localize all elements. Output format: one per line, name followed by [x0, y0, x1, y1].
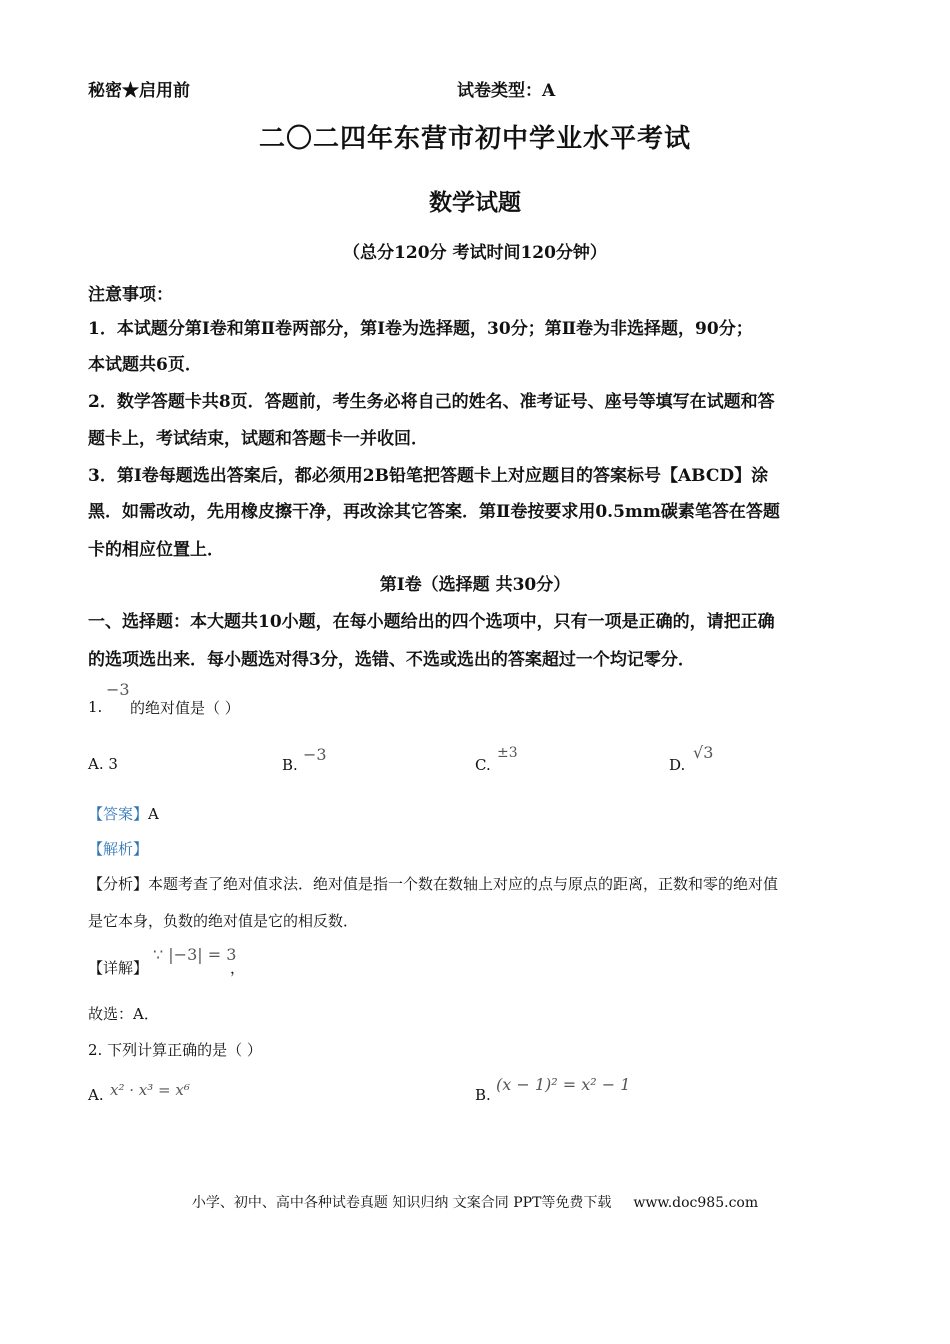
- q1-conclusion: 故选：A．: [88, 1005, 159, 1023]
- note-2-line-2: 题卡上，考试结束，试题和答题卡一并收回．: [88, 429, 428, 449]
- subject-title: 数学试题: [429, 189, 521, 216]
- secret-label: 秘密★启用前: [88, 81, 190, 101]
- footer-text: 小学、初中、高中各种试卷真题 知识归纳 文案合同 PPT等免费下载: [191, 1195, 612, 1211]
- q1-detail-end: ，: [230, 959, 246, 977]
- q1-option-d-label: D.: [669, 756, 686, 774]
- exam-info: （总分120分 考试时间120分钟）: [343, 243, 607, 263]
- q1-answer-row: [88, 803, 159, 824]
- notes-heading: 注意事项：: [88, 285, 173, 305]
- section-1-instruction-line-2: 的选项选出来．每小题选对得3分，选错、不选或选出的答案超过一个均记零分．: [88, 650, 695, 670]
- q1-number: 1.: [88, 698, 103, 716]
- q1-fenxi-text-1: 本题考查了绝对值求法．绝对值是指一个数在数轴上对应的点与原点的距离，正数和零的绝对值: [148, 875, 779, 893]
- note-1-line-2: 本试题共6页．: [88, 355, 202, 375]
- q2-option-a-math: x² · x³ = x⁶: [110, 1081, 190, 1099]
- q1-fenxi-tag: 【分析】: [88, 875, 149, 893]
- note-3-line-1: 3．第Ⅰ卷每题选出答案后，都必须用2B铅笔把答题卡上对应题目的答案标号【ABCD】涂: [88, 466, 769, 486]
- q2-option-b-math: (x − 1)² = x² − 1: [496, 1075, 631, 1094]
- q1-answer-tag: 【答案】: [88, 805, 149, 823]
- q2-option-a-label: A.: [88, 1086, 104, 1104]
- q1-answer-value: A: [148, 805, 159, 823]
- q1-expression: −3: [106, 680, 130, 699]
- q1-option-b-label: B.: [282, 756, 298, 774]
- q1-detail-tag: 【详解】: [88, 959, 149, 977]
- q2-option-b-label: B.: [475, 1086, 491, 1104]
- q1-option-c-label: C.: [475, 756, 491, 774]
- q1-fenxi-line-2: 是它本身，负数的绝对值是它的相反数．: [88, 912, 359, 930]
- section-1-heading: 第Ⅰ卷（选择题 共30分）: [379, 575, 571, 595]
- exam-title: 二〇二四年东营市初中学业水平考试: [258, 124, 691, 154]
- q2-stem: 2. 下列计算正确的是（ ）: [88, 1041, 262, 1059]
- q1-detail-math: ∵ |−3| = 3: [153, 945, 237, 964]
- note-3-line-3: 卡的相应位置上．: [88, 540, 224, 560]
- note-2-line-1: 2．数学答题卡共8页．答题前，考生务必将自己的姓名、准考证号、座号等填写在试题和答: [88, 392, 775, 412]
- q1-option-b-math: −3: [303, 745, 327, 764]
- q1-fenxi-line-1: [88, 873, 778, 894]
- q1-option-c-math: ±3: [497, 745, 518, 761]
- paper-type-label: 试卷类型：A: [457, 81, 556, 101]
- footer-url[interactable]: www.doc985.com: [633, 1195, 759, 1211]
- page-footer: [0, 1192, 950, 1212]
- q1-option-a: A. 3: [88, 755, 118, 773]
- q1-stem: 的绝对值是（ ）: [130, 699, 240, 717]
- note-1-line-1: 1．本试题分第Ⅰ卷和第Ⅱ卷两部分，第Ⅰ卷为选择题，30分；第Ⅱ卷为非选择题，90分；: [88, 319, 753, 339]
- section-1-instruction-line-1: 一、选择题：本大题共10小题，在每小题给出的四个选项中，只有一项是正确的，请把正确: [88, 612, 775, 632]
- note-3-line-2: 黑．如需改动，先用橡皮擦干净，再改涂其它答案．第Ⅱ卷按要求用0.5mm碳素笔答在答题: [88, 502, 780, 522]
- q1-analysis-tag: 【解析】: [88, 840, 149, 858]
- q1-option-d-math: √3: [693, 743, 714, 762]
